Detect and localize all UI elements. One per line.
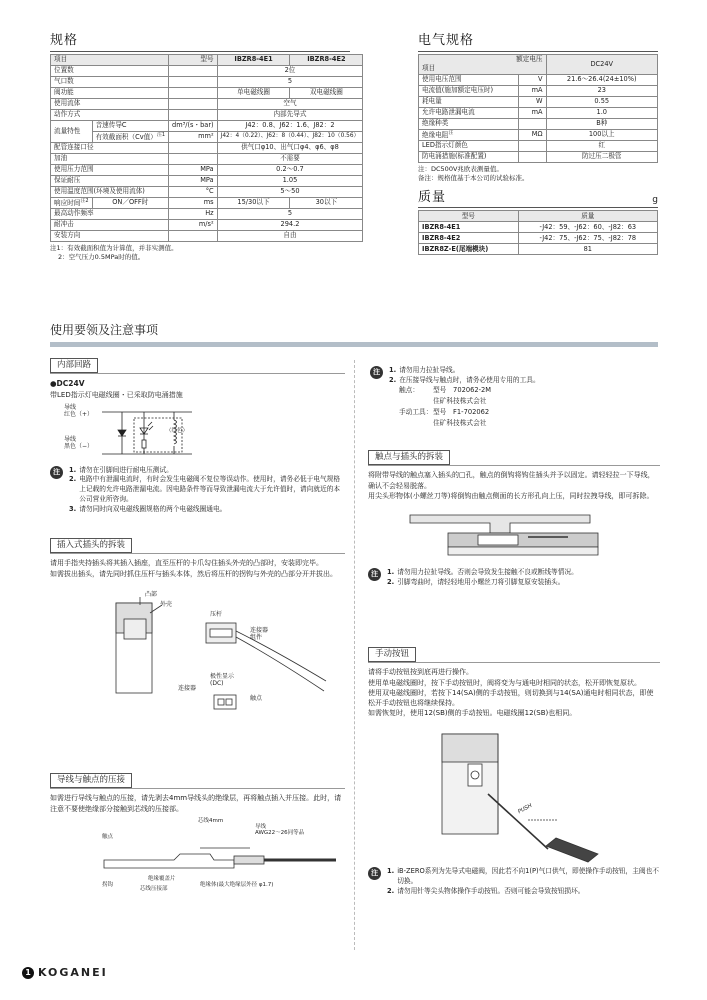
- spec-row-unit: MPa: [169, 175, 218, 186]
- spec-table: [50, 54, 363, 242]
- crimp-drawing: [100, 838, 340, 878]
- elec-row: [419, 74, 658, 85]
- manual-text-3: 使用双电磁线圈时，若按下14(SA)侧的手动按钮，则切换到与14(SA)通电时相同状态，即使松开手动按钮也将继续保持。: [368, 688, 654, 707]
- spec-row-value: 供气口φ10、出气口φ4、φ6、φ8: [217, 142, 363, 153]
- circuit-title: 内部回路: [50, 358, 98, 373]
- spec-hdr-item: 项目: [51, 54, 169, 65]
- spec-row-unit: [169, 142, 218, 153]
- right-note-2: 2. 在压接导线与触点时，请务必使用专用的工具。: [389, 375, 540, 384]
- elec-row: [419, 107, 658, 118]
- caution-icon: 注: [50, 466, 63, 479]
- contact-plug-drawing: [408, 507, 608, 562]
- usage-header: [50, 322, 658, 347]
- circuit-type: ●DC24V: [50, 379, 85, 389]
- spec-row: [51, 142, 363, 153]
- elec-row-label: 绝缘种类: [419, 118, 519, 129]
- circuit-note: 1. 请勿在引脚间进行耐电压测试。: [69, 465, 173, 474]
- mass-row-value: -J42：59、-J62：60、-J82：63: [518, 222, 657, 233]
- elec-title: 电气规格: [418, 32, 658, 52]
- right-notes: [370, 366, 660, 428]
- spec-row-unit: °C: [169, 186, 218, 197]
- spec-model-2: IBZR8-4E2: [290, 54, 363, 65]
- circuit-notes: [50, 466, 345, 515]
- label-connector-assembly: 连接器 组件: [250, 626, 269, 641]
- plug-section: [50, 538, 345, 733]
- elec-row-unit: mA: [518, 85, 546, 96]
- spec-model-1: IBZR8-4E1: [217, 54, 290, 65]
- right-note-1: 1. 请勿用力拉扯导线。: [389, 366, 460, 374]
- spec-row-value-2: 30以下: [290, 197, 363, 208]
- contact-plug-section: [368, 450, 660, 587]
- circuit-note: 2. 电路中有泄漏电流时，有时会发生电磁阀不复位等误动作。使用时，请务必低于电气规格上记载的允许电路泄漏电流。因电路条件等而导致泄漏电流大于允许值时，请向就近的本公司营业所咨询。: [69, 475, 341, 503]
- mass-row-model: IBZR8-4E1: [419, 222, 519, 233]
- usage-section-bar: [50, 342, 658, 347]
- spec-section: [50, 32, 360, 262]
- caution-icon: 注: [370, 366, 383, 379]
- elec-row-value: 0.55: [546, 96, 657, 107]
- spec-row-value-1: 15/30以下: [217, 197, 290, 208]
- spec-row-value: 0.2～0.7: [217, 164, 363, 175]
- mass-row-model: IBZR8Z-E(尾端模块): [419, 244, 519, 255]
- column-divider: [354, 360, 355, 950]
- spec-row-unit: [169, 65, 218, 76]
- manual-title: 手动按钮: [368, 647, 416, 662]
- spec-row-label: 气口数: [51, 76, 169, 87]
- spec-row-sublabel: ON／OFF时: [92, 197, 168, 208]
- spec-row-unit: [169, 87, 218, 98]
- elec-hdr-rated: 额定电压: [419, 54, 547, 64]
- usage-title: 使用要领及注意事项: [50, 323, 159, 337]
- mass-unit: g: [652, 195, 658, 206]
- elec-row-unit: MΩ: [518, 129, 546, 140]
- manual-illustration: [368, 722, 660, 867]
- elec-row-label: 电流值(施加额定电压时): [419, 85, 519, 96]
- mass-hdr-mass: 质量: [518, 211, 657, 222]
- contact-note-1: 1. 请勿用力拉扯导线。否则会导致发生接触不良或断线等情况。: [387, 567, 578, 576]
- mass-row: [419, 244, 658, 255]
- spec-row-label: 位置数: [51, 65, 169, 76]
- contact-note-2: 2. 引脚弯曲时，请轻轻地用小螺丝刀将引脚复原安装插头。: [387, 577, 565, 586]
- label-lever: 压杆: [210, 610, 223, 618]
- mass-row: [419, 233, 658, 244]
- caution-icon: 注: [368, 867, 381, 880]
- spec-row-value-1: 单电磁线圈: [217, 87, 290, 98]
- mass-hdr-model: 型号: [419, 211, 519, 222]
- mass-row-model: IBZR8-4E2: [419, 233, 519, 244]
- circuit-schematic: [102, 402, 212, 464]
- crimp-section: [50, 773, 345, 898]
- spec-row: [51, 219, 363, 230]
- spec-row-value: 1.05: [217, 175, 363, 186]
- spec-row-unit: Hz: [169, 208, 218, 219]
- spec-row-label: 保证耐压: [51, 175, 169, 186]
- elec-notes: [418, 165, 658, 183]
- spec-row-label: 使用流体: [51, 98, 169, 109]
- spec-hdr-model: 型号: [169, 54, 218, 65]
- elec-row-value: 1.0: [546, 107, 657, 118]
- elec-row-value: B种: [546, 118, 657, 129]
- spec-note-1: 注1：有效截面积值为计算值，并非实测值。: [50, 243, 178, 252]
- label-core: 芯线4mm: [198, 817, 224, 824]
- elec-note-2: 备注：规格值基于本公司的试验标准。: [418, 173, 529, 182]
- spec-row-value: 294.2: [217, 219, 363, 230]
- spec-row: [51, 175, 363, 186]
- elec-row: [419, 129, 658, 140]
- elec-row: [419, 96, 658, 107]
- elec-row-value: 100以上: [546, 129, 657, 140]
- spec-row-unit: [169, 109, 218, 120]
- elec-row-label: 允许电路泄漏电流: [419, 107, 519, 118]
- elec-row-label: 耗电量: [419, 96, 519, 107]
- elec-hdr-item: 项目: [419, 64, 547, 74]
- spec-row-label: 耐冲击: [51, 219, 169, 230]
- mass-row: [419, 222, 658, 233]
- elec-row-value: 防过压二极管: [546, 151, 657, 162]
- spec-row-label: 阀功能: [51, 87, 169, 98]
- spec-row-unit: [169, 76, 218, 87]
- spec-row-label: 使用压力范围: [51, 164, 169, 175]
- right-notes-list: [389, 366, 660, 385]
- elec-row-value: 23: [546, 85, 657, 96]
- crimp-text: 如需进行导线与触点的压接，请先剥去4mm导线头的绝缘层，再将触点插入并压接。此时，请注意不要使绝缘部分接触到芯线的压接部。: [50, 794, 342, 813]
- spec-row-label: 加油: [51, 153, 169, 164]
- spec-flow-c-value: J42：0.8、J62：1.6、J82：2: [217, 120, 363, 131]
- spec-flow-c-label: 音速传导C: [92, 120, 168, 131]
- elec-row-unit: [518, 140, 546, 151]
- page-number: 1: [22, 967, 34, 979]
- mass-row-value: -J42：75、-J62：75、-J82：78: [518, 233, 657, 244]
- spec-row: [51, 208, 363, 219]
- label-core-crimp: 芯线压接部: [140, 885, 168, 892]
- spec-notes: [50, 244, 350, 262]
- label-hook: 拐钩: [102, 881, 114, 888]
- plug-text-2: 如需拔出插头，请先同时抓住压杆与插头本体，然后将压杆的拐钩与外壳的凸部分开并拔出。: [50, 569, 337, 578]
- plug-text-1: 请用手指夹持插头将其插入插座，直至压杆的卡爪勾住插头外壳的凸部时，安装即完毕。: [50, 559, 323, 568]
- spec-note-2: 2：空气压力0.5MPa时的值。: [58, 252, 145, 261]
- label-ins-crimp: 绝缘覆盖片: [148, 875, 176, 882]
- label-connector-2: 连接器: [178, 684, 197, 692]
- spec-row-unit: [169, 230, 218, 241]
- spec-row: [51, 197, 363, 208]
- led-label: （红色）: [166, 427, 189, 434]
- elec-note-1: 注：DC500V兆欧表测量值。: [418, 164, 503, 173]
- elec-row-value: 红: [546, 140, 657, 151]
- brand-logo: KOGANEI: [38, 966, 108, 979]
- spec-row-value: 内部先导式: [217, 109, 363, 120]
- spec-row-label: 使用温度范围(环境及使用流体): [51, 186, 169, 197]
- spec-row: [51, 109, 363, 120]
- spec-row-unit: MPa: [169, 164, 218, 175]
- spec-title: 规格: [50, 32, 350, 52]
- label-housing: 外壳: [160, 600, 173, 608]
- elec-row-value: 21.6～26.4(24±10%): [546, 74, 657, 85]
- label-polarity: 极性显示 (DC): [210, 672, 235, 687]
- spec-row-label: 配管连接口径: [51, 142, 169, 153]
- elec-row-label: 使用电压范围: [419, 74, 519, 85]
- lead-black-label: 导线 黑色（−）: [64, 435, 94, 450]
- manual-note-2: 2. 请勿用针等尖头物体操作手动按钮。否则可能会导致按钮损坏。: [387, 886, 585, 895]
- push-label: PUSH: [517, 803, 534, 816]
- spec-row: [51, 98, 363, 109]
- elec-row: [419, 140, 658, 151]
- mass-title: 质量: [418, 189, 447, 205]
- elec-table: [418, 54, 658, 163]
- plug-illustration: [50, 583, 345, 733]
- elec-row-unit: [518, 151, 546, 162]
- spec-row: [51, 76, 363, 87]
- contact-plug-notes: [368, 568, 660, 587]
- plug-drawing: [110, 583, 340, 733]
- elec-row: [419, 85, 658, 96]
- elec-row-label: 绝缘电阻$^注$: [419, 129, 519, 140]
- spec-row-value: 空气: [217, 98, 363, 109]
- circuit-section: [50, 358, 345, 514]
- caution-icon: 注: [368, 568, 381, 581]
- manual-drawing: [438, 724, 658, 864]
- contact-plug-text-2: 用尖头形物体(小螺丝刀等)将倒钩由触点侧面的长方形孔向上压，同时拉拽导线，即可拆除。: [368, 491, 654, 500]
- spec-row-value-2: 双电磁线圈: [290, 87, 363, 98]
- spec-row: [51, 186, 363, 197]
- manual-note-1: 1. iB-ZERO系列为先导式电磁阀，因此若不向1(P)气口供气，即使操作手动按钮，主阀也不切换。: [387, 867, 659, 885]
- spec-row-label: 最高动作频率: [51, 208, 169, 219]
- manual-notes: [368, 867, 660, 896]
- elec-hdr-value: DC24V: [546, 54, 657, 74]
- spec-row-label: 动作方式: [51, 109, 169, 120]
- circuit-diagram: [50, 402, 345, 464]
- circuit-note: 3. 请勿同时向双电磁线圈规格的两个电磁线圈通电。: [69, 504, 227, 513]
- elec-row: [419, 151, 658, 162]
- elec-row-unit: V: [518, 74, 546, 85]
- crimp-illustration: [50, 818, 345, 898]
- contact-plug-title: 触点与插头的拆装: [368, 450, 450, 465]
- spec-row-value: 不需要: [217, 153, 363, 164]
- spec-row-unit: [169, 153, 218, 164]
- manual-text-4: 如需恢复时，使用12(SB)侧的手动按钮。电磁线圈12(SB)也相同。: [368, 709, 577, 718]
- spec-row: [51, 153, 363, 164]
- manual-text-2: 使用单电磁线圈时，按下手动按钮时，阀将变为与通电时相同的状态，松开即恢复原状。: [368, 678, 641, 687]
- mass-header: [418, 189, 658, 209]
- manual-text-1: 请将手动按钮按到底再进行操作。: [368, 668, 473, 677]
- label-claw: 凸部: [145, 590, 158, 598]
- spec-flow-s-unit: mm²: [169, 131, 218, 142]
- spec-row-value: 5～50: [217, 186, 363, 197]
- spec-flow-s-value: J42：4（0.22）、J62：8（0.44）、J82：10（0.56）: [217, 131, 363, 142]
- spec-row: [51, 65, 363, 76]
- spec-flow-c-unit: dm³/(s・bar): [169, 120, 218, 131]
- spec-row-unit: [169, 98, 218, 109]
- spec-flow-label: 流量特性: [51, 120, 93, 142]
- elec-row: [419, 118, 658, 129]
- label-contact-crimp: 触点: [102, 833, 114, 840]
- elec-row-unit: [518, 118, 546, 129]
- elec-row-unit: W: [518, 96, 546, 107]
- elec-row-label: 防电涌措施(标准配置): [419, 151, 519, 162]
- elec-row-label: LED指示灯颜色: [419, 140, 519, 151]
- spec-row-unit: ms: [169, 197, 218, 208]
- mass-table: [418, 210, 658, 255]
- label-ins-dia: 绝缘体(最大绝缘层外径 φ1.7): [200, 881, 274, 888]
- spec-row-label: 安装方向: [51, 230, 169, 241]
- tool-info: 触点： 型号 702062-2M 住矿科技株式会社 手动工具：型号 F1-702062 住矿科技株式会社: [399, 386, 492, 427]
- crimp-title: 导线与触点的压接: [50, 773, 132, 788]
- spec-row-unit: m/s²: [169, 219, 218, 230]
- contact-plug-text-1: 将附带导线的触点塞入插头的□孔，触点的倒钩将钩住插头并予以固定。请轻轻拉一下导线，确认不会轻易脱落。: [368, 471, 655, 490]
- circuit-desc: 带LED指示灯电磁线圈・已采取防电涌措施: [50, 390, 183, 399]
- label-lead: 导线 AWG22～26同等品: [255, 823, 305, 837]
- elec-section: [418, 32, 658, 255]
- footer: [22, 966, 108, 981]
- spec-row-value: 5: [217, 208, 363, 219]
- mass-row-value: 81: [518, 244, 657, 255]
- spec-row-value: 自由: [217, 230, 363, 241]
- spec-flow-s-label: 有效截面积（Cv值）$^{注1}$: [92, 131, 168, 142]
- label-contact: 触点: [250, 694, 263, 702]
- lead-red-label: 导线 红色（+）: [64, 403, 94, 418]
- spec-row: [51, 230, 363, 241]
- plug-title: 插入式插头的拆装: [50, 538, 132, 553]
- spec-row-value: 2位: [217, 65, 363, 76]
- elec-row-unit: mA: [518, 107, 546, 118]
- manual-section: [368, 647, 660, 896]
- spec-row: [51, 87, 363, 98]
- spec-row: [51, 164, 363, 175]
- spec-row-value: 5: [217, 76, 363, 87]
- spec-row-label: 响应时间$^{注2}$: [51, 197, 93, 208]
